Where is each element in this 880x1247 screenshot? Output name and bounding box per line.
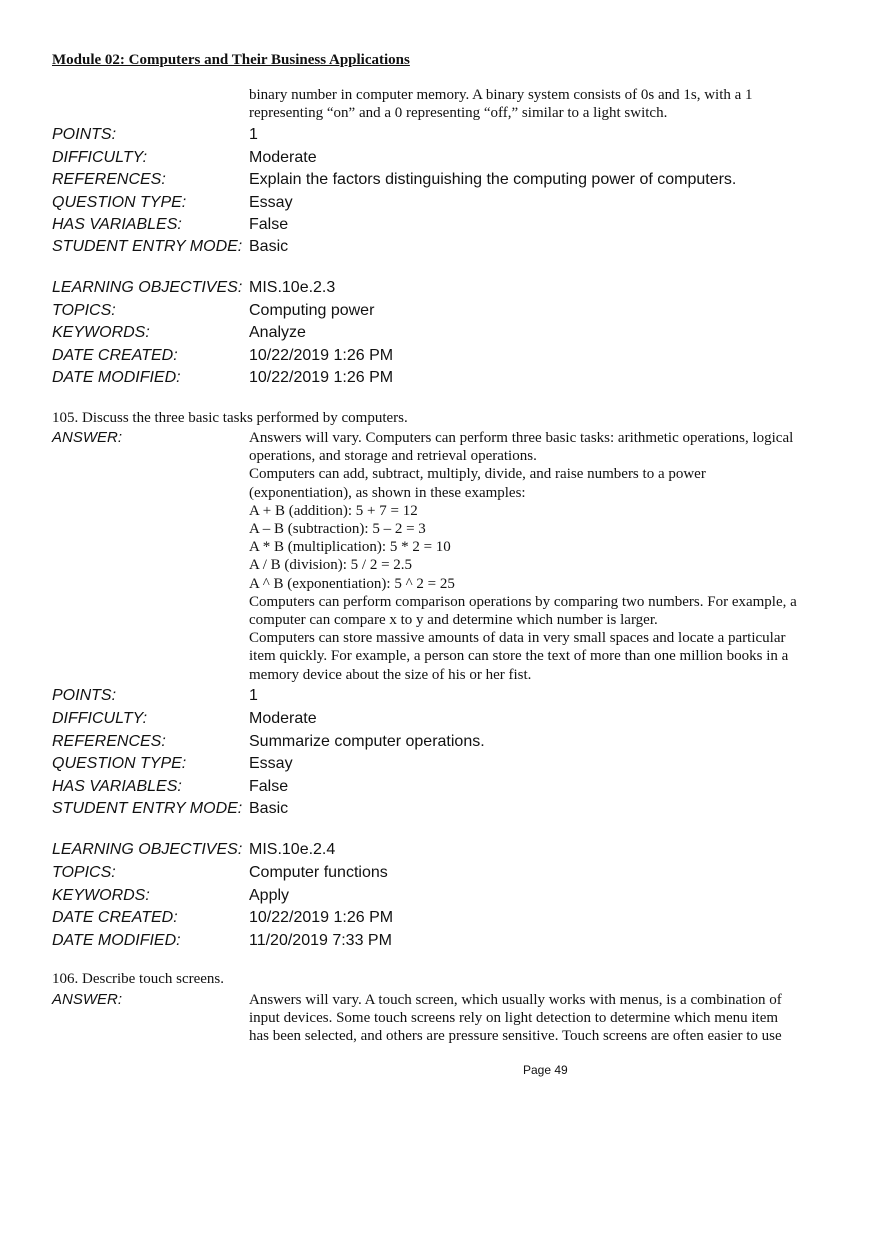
answer-line: input devices. Some touch screens rely on light detection to determine which menu item bbox=[249, 1010, 779, 1027]
meta-value: Analyze bbox=[249, 324, 306, 341]
meta-value: 11/20/2019 7:33 PM bbox=[249, 932, 392, 949]
answer-line: Computers can store massive amounts of data in very small spaces and locate a particular bbox=[249, 630, 786, 647]
meta-label: DATE CREATED: bbox=[52, 909, 178, 926]
meta-label: POINTS: bbox=[52, 126, 117, 143]
meta-label: HAS VARIABLES: bbox=[52, 216, 182, 233]
question-title: 105. Discuss the three basic tasks performed by computers. bbox=[52, 410, 408, 426]
answer-line: binary number in computer memory. A binary system consists of 0s and 1s, with a 1 bbox=[249, 87, 753, 103]
meta-label: QUESTION TYPE: bbox=[52, 194, 187, 211]
answer-line: Answers will vary. A touch screen, which usually works with menus, is a combination of bbox=[249, 992, 782, 1008]
page-number: Page 49 bbox=[523, 1063, 568, 1077]
answer-line: memory device about the size of his or her fist. bbox=[249, 666, 532, 683]
meta-value: MIS.10e.2.3 bbox=[249, 279, 336, 296]
question-title: 106. Describe touch screens. bbox=[52, 971, 225, 987]
meta-value: Computer functions bbox=[249, 864, 388, 881]
answer-line: Computers can perform comparison operations by comparing two numbers. For example, a bbox=[249, 593, 797, 610]
meta-label: DATE CREATED: bbox=[52, 347, 178, 364]
meta-label: QUESTION TYPE: bbox=[52, 755, 187, 772]
meta-value: Basic bbox=[249, 238, 289, 255]
meta-label: DATE MODIFIED: bbox=[52, 932, 181, 949]
meta-label: TOPICS: bbox=[52, 302, 116, 319]
answer-line: item quickly. For example, a person can store the text of more than one million books in a bbox=[249, 648, 789, 665]
meta-value: Moderate bbox=[249, 710, 317, 727]
answer-text bbox=[249, 991, 834, 1046]
meta-label: DATE MODIFIED: bbox=[52, 369, 181, 386]
answer-line: Computers can add, subtract, multiply, divide, and raise numbers to a power bbox=[249, 466, 706, 483]
meta-value: Basic bbox=[249, 800, 289, 817]
meta-label: REFERENCES: bbox=[52, 171, 166, 188]
continued-answer bbox=[249, 86, 834, 122]
meta-label: DIFFICULTY: bbox=[52, 149, 148, 166]
meta-label: KEYWORDS: bbox=[52, 324, 150, 341]
answer-line: A – B (subtraction): 5 – 2 = 3 bbox=[249, 521, 426, 538]
meta-value: MIS.10e.2.4 bbox=[249, 841, 336, 858]
answer-line: Answers will vary. Computers can perform three basic tasks: arithmetic operations, logical bbox=[249, 430, 794, 446]
meta-value: 1 bbox=[249, 687, 258, 704]
answer-line: A * B (multiplication): 5 * 2 = 10 bbox=[249, 539, 451, 556]
meta-label: REFERENCES: bbox=[52, 733, 166, 750]
meta-label: STUDENT ENTRY MODE: bbox=[52, 800, 243, 817]
meta-label: HAS VARIABLES: bbox=[52, 778, 182, 795]
meta-label: POINTS: bbox=[52, 687, 117, 704]
meta-value: 10/22/2019 1:26 PM bbox=[249, 369, 394, 386]
meta-value: Essay bbox=[249, 755, 293, 772]
meta-label: LEARNING OBJECTIVES: bbox=[52, 841, 243, 858]
meta-value: Computing power bbox=[249, 302, 375, 319]
answer-line: computer can compare x to y and determine which number is larger. bbox=[249, 612, 658, 629]
meta-value: 10/22/2019 1:26 PM bbox=[249, 347, 394, 364]
page-header: Module 02: Computers and Their Business Applications bbox=[52, 52, 410, 68]
meta-value: False bbox=[249, 216, 289, 233]
answer-text bbox=[249, 429, 834, 684]
meta-value: 10/22/2019 1:26 PM bbox=[249, 909, 394, 926]
meta-label: STUDENT ENTRY MODE: bbox=[52, 238, 243, 255]
answer-line: representing “on” and a 0 representing “off,” similar to a light switch. bbox=[249, 105, 668, 122]
meta-label: DIFFICULTY: bbox=[52, 710, 148, 727]
meta-value: Summarize computer operations. bbox=[249, 733, 485, 750]
answer-label: ANSWER: bbox=[52, 429, 123, 446]
answer-line: A / B (division): 5 / 2 = 2.5 bbox=[249, 557, 413, 574]
answer-line: has been selected, and others are pressure sensitive. Touch screens are often easier to use bbox=[249, 1028, 782, 1045]
answer-line: A ^ B (exponentiation): 5 ^ 2 = 25 bbox=[249, 575, 455, 592]
meta-value: Essay bbox=[249, 194, 293, 211]
answer-line: A + B (addition): 5 + 7 = 12 bbox=[249, 502, 418, 519]
meta-value: Apply bbox=[249, 887, 290, 904]
meta-value: 1 bbox=[249, 126, 258, 143]
meta-label: TOPICS: bbox=[52, 864, 116, 881]
meta-value: Explain the factors distinguishing the computing power of computers. bbox=[249, 171, 737, 188]
meta-value: Moderate bbox=[249, 149, 317, 166]
answer-line: (exponentiation), as shown in these examples: bbox=[249, 484, 526, 501]
answer-line: operations, and storage and retrieval operations. bbox=[249, 448, 537, 465]
meta-label: KEYWORDS: bbox=[52, 887, 150, 904]
answer-label: ANSWER: bbox=[52, 991, 123, 1008]
meta-label: LEARNING OBJECTIVES: bbox=[52, 279, 243, 296]
meta-value: False bbox=[249, 778, 289, 795]
